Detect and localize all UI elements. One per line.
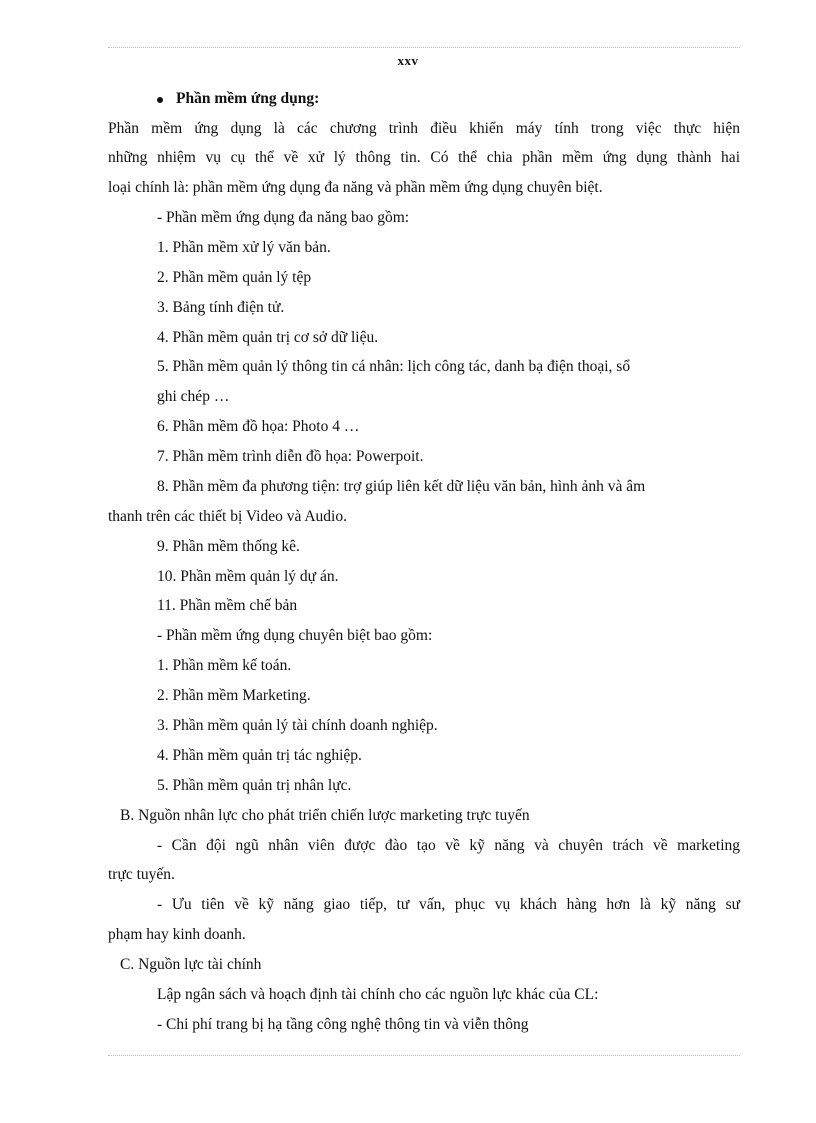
- list-item: 5. Phần mềm quản trị nhân lực.: [157, 777, 352, 794]
- section-heading: Phần mềm ứng dụng:: [176, 90, 320, 107]
- list-item: 5. Phần mềm quản lý thông tin cá nhân: lịch công tác, danh bạ điện thoại, sổ: [157, 358, 631, 375]
- list-item: 2. Phần mềm quản lý tệp: [157, 269, 312, 286]
- list-item: 2. Phần mềm Marketing.: [157, 687, 311, 704]
- bullet-icon: [157, 97, 163, 103]
- paragraph-line: những nhiệm vụ cụ thể về xử lý thông tin. Có thể chia phần mềm ứng dụng thành hai: [108, 149, 740, 166]
- paragraph-line: - Cần đội ngũ nhân viên được đào tạo về kỹ năng và chuyên trách về marketing: [157, 837, 740, 854]
- list-item-continuation: ghi chép …: [157, 388, 230, 405]
- list-item: 1. Phần mềm kế toán.: [157, 657, 292, 674]
- section-b-heading: B. Nguồn nhân lực cho phát triển chiến lược marketing trực tuyến: [120, 807, 530, 824]
- paragraph-line: loại chính là: phần mềm ứng dụng đa năng và phần mềm ứng dụng chuyên biệt.: [108, 179, 603, 196]
- paragraph-line: phạm hay kinh doanh.: [108, 926, 246, 943]
- list-item: 4. Phần mềm quản trị cơ sở dữ liệu.: [157, 329, 379, 346]
- paragraph-line: - Chi phí trang bị hạ tầng công nghệ thông tin và viễn thông: [157, 1016, 529, 1033]
- paragraph-line: Lập ngân sách và hoạch định tài chính cho các nguồn lực khác của CL:: [157, 986, 599, 1003]
- list-heading: - Phần mềm ứng dụng đa năng bao gồm:: [157, 209, 410, 226]
- header-rule: [108, 47, 740, 48]
- list-item: 1. Phần mềm xử lý văn bản.: [157, 239, 331, 256]
- list-item: 9. Phần mềm thống kê.: [157, 538, 300, 555]
- list-item: 4. Phần mềm quản trị tác nghiệp.: [157, 747, 362, 764]
- footer-rule: [108, 1055, 740, 1056]
- list-item: 7. Phần mềm trình diễn đồ họa: Powerpoit.: [157, 448, 424, 465]
- list-heading: - Phần mềm ứng dụng chuyên biệt bao gồm:: [157, 627, 433, 644]
- paragraph-line: trực tuyến.: [108, 866, 175, 883]
- list-item: 3. Phần mềm quản lý tài chính doanh nghiệp.: [157, 717, 438, 734]
- list-item: 10. Phần mềm quản lý dự án.: [157, 568, 339, 585]
- section-c-heading: C. Nguồn lực tài chính: [120, 956, 262, 973]
- list-item: 6. Phần mềm đồ họa: Photo 4 …: [157, 418, 360, 435]
- list-item: 8. Phần mềm đa phương tiện: trợ giúp liên kết dữ liệu văn bản, hình ảnh và âm: [157, 478, 646, 495]
- list-item: 11. Phần mềm chế bản: [157, 597, 298, 614]
- page-number: xxv: [397, 53, 419, 68]
- list-item: 3. Bảng tính điện tử.: [157, 299, 285, 316]
- paragraph-line: Phần mềm ứng dụng là các chương trình điều khiển máy tính trong việc thực hiện: [108, 120, 740, 137]
- paragraph-line: - Ưu tiên về kỹ năng giao tiếp, tư vấn, phục vụ khách hàng hơn là kỹ năng sư: [157, 896, 740, 913]
- list-item-continuation: thanh trên các thiết bị Video và Audio.: [108, 508, 347, 525]
